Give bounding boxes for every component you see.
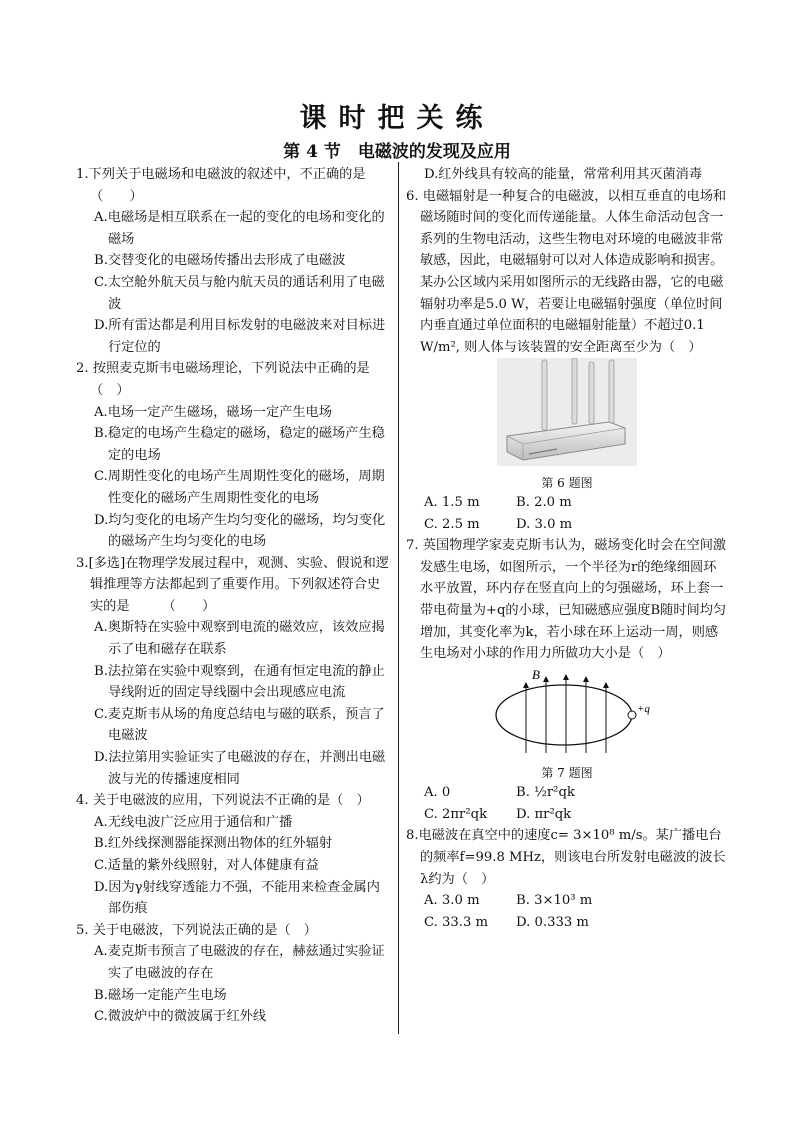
question-8-option-a: A. 3.0 m xyxy=(424,893,480,909)
field-label: B xyxy=(532,666,540,682)
ring-magnetic-field-diagram xyxy=(482,665,652,757)
question-6-option-b: B. 2.0 m xyxy=(516,494,572,510)
question-6-option-a: A. 1.5 m xyxy=(424,494,480,510)
question-2-option-c: C.周期性变化的电场产生周期性变化的磁场，周期性变化的磁场产生周期性变化的电场 xyxy=(94,469,385,506)
question-5-option-c: C.微波炉中的微波属于红外线 xyxy=(94,1009,267,1025)
left-column xyxy=(76,164,392,1028)
question-4: 4. 关于电磁波的应用，下列说法不正确的是（ ） xyxy=(76,793,370,809)
question-7-option-b: B. ½r²qk xyxy=(516,785,575,801)
charge-label: +q xyxy=(637,702,650,715)
question-3-option-b: B.法拉第在实验中观察到，在通有恒定电流的静止导线附近的固定导线圈中会出现感应电流 xyxy=(94,663,385,701)
question-2: 2. 按照麦克斯韦电磁场理论，下列说法中正确的是（ ） xyxy=(76,361,370,398)
question-8-options-row-1 xyxy=(424,890,728,912)
ring-figure xyxy=(406,665,728,765)
figure-6-caption: 第 6 题图 xyxy=(541,475,593,490)
question-5-option-d: D.红外线具有较高的能量，常常利用其灭菌消毒 xyxy=(424,167,703,182)
question-8: 8.电磁波在真空中的速度c= 3×10⁸ m/s。某广播电台的频率f=99.8 MHz，则该电台所发射电磁波的波长λ约为（ ） xyxy=(406,828,726,887)
question-4-option-a: A.无线电波广泛应用于通信和广播 xyxy=(94,814,293,830)
question-7-options-row-1 xyxy=(424,782,728,804)
question-3-option-a: A.奥斯特在实验中观察到电流的磁效应，该效应揭示了电和磁存在联系 xyxy=(94,620,385,658)
page-title: 课时把关练 xyxy=(299,103,495,134)
question-2-option-d: D.均匀变化的电场产生均匀变化的磁场，均匀变化的磁场产生均匀变化的电场 xyxy=(94,512,386,550)
question-4-option-d: D.因为γ射线穿透能力不强，不能用来检查金属内部伤痕 xyxy=(94,879,380,917)
wireless-router-image xyxy=(497,358,637,466)
question-6-option-d: D. 3.0 m xyxy=(516,516,573,532)
question-6-options-row-1 xyxy=(424,492,728,514)
question-1: 1.下列关于电磁场和电磁波的叙述中，不正确的是（ ） xyxy=(76,167,366,204)
figure-7-caption: 第 7 题图 xyxy=(541,766,593,781)
column-divider xyxy=(398,162,399,1034)
question-1-option-a: A.电磁场是相互联系在一起的变化的电场和变化的磁场 xyxy=(94,210,385,247)
section-subtitle: 第 4 节 电磁波的发现及应用 xyxy=(283,142,511,162)
question-1-option-b: B.交替变化的电磁场传播出去形成了电磁波 xyxy=(94,253,346,269)
question-6-options-row-2 xyxy=(424,514,728,536)
question-7-option-a: A. 0 xyxy=(424,785,451,801)
question-5-option-a: A.麦克斯韦预言了电磁波的存在，赫兹通过实验证实了电磁波的存在 xyxy=(94,944,385,981)
question-4-option-c: C.适量的紫外线照射，对人体健康有益 xyxy=(94,858,319,873)
question-3-option-c: C.麦克斯韦从场的角度总结电与磁的联系，预言了电磁波 xyxy=(94,706,385,744)
question-7: 7. 英国物理学家麦克斯韦认为，磁场变化时会在空间激发感生电场，如图所示，一个半径为r的绝缘细圆环水平放置，环内存在竖直向上的匀强磁场，环上套一带电荷量为+q的小球，已知磁感应强度B随时间均匀增加，其变化率为k，若小球在环上运动一周，则感生电场对小球的作用力所做功大小是（ ） xyxy=(406,538,727,662)
question-6: 6. 电磁辐射是一种复合的电磁波，以相互垂直的电场和磁场随时间的变化而传递能量。人体生命活动包含一系列的生物电活动，这些生物电对环境的电磁波非常敏感，因此，电磁辐射可以对人体造成影响和损害。某办公区域内采用如图所示的无线路由器，它的电磁辐射功率是5.0 W，若要让电磁辐射强度（单位时间内垂直通过单位面积的电磁辐射能量）不超过0.1 W/m², 则人体与该装置的安全距离至少为（ ） xyxy=(406,188,727,355)
question-8-option-b: B. 3×10³ m xyxy=(516,893,593,909)
question-7-option-c: C. 2πr²qk xyxy=(424,806,488,822)
question-2-option-a: A.电场一定产生磁场，磁场一定产生电场 xyxy=(94,404,332,420)
question-5: 5. 关于电磁波，下列说法正确的是（ ） xyxy=(76,922,317,938)
question-5-option-b: B.磁场一定能产生电场 xyxy=(94,987,227,1003)
question-2-option-b: B.稳定的电场产生稳定的磁场，稳定的磁场产生稳定的电场 xyxy=(94,426,385,463)
question-3: 3.[多选]在物理学发展过程中，观测、实验、假说和逻辑推理等方法都起到了重要作用。下列叙述符合史实的是 （ ） xyxy=(76,555,389,614)
question-8-option-d: D. 0.333 m xyxy=(516,914,589,930)
question-3-option-d: D.法拉第用实验证实了电磁波的存在，并测出电磁波与光的传播速度相同 xyxy=(94,750,386,787)
question-7-options-row-2 xyxy=(424,804,728,826)
question-4-option-b: B.红外线探测器能探测出物体的红外辐射 xyxy=(94,836,333,852)
question-8-option-c: C. 33.3 m xyxy=(424,914,489,930)
question-1-option-c: C.太空舱外航天员与舱内航天员的通话利用了电磁波 xyxy=(94,274,385,312)
question-1-option-d: D.所有雷达都是利用目标发射的电磁波来对目标进行定位的 xyxy=(94,318,386,355)
router-figure xyxy=(406,358,728,474)
right-column xyxy=(406,164,728,933)
question-8-options-row-2 xyxy=(424,912,728,934)
question-7-option-d: D. πr²qk xyxy=(516,806,572,822)
question-6-option-c: C. 2.5 m xyxy=(424,516,480,532)
